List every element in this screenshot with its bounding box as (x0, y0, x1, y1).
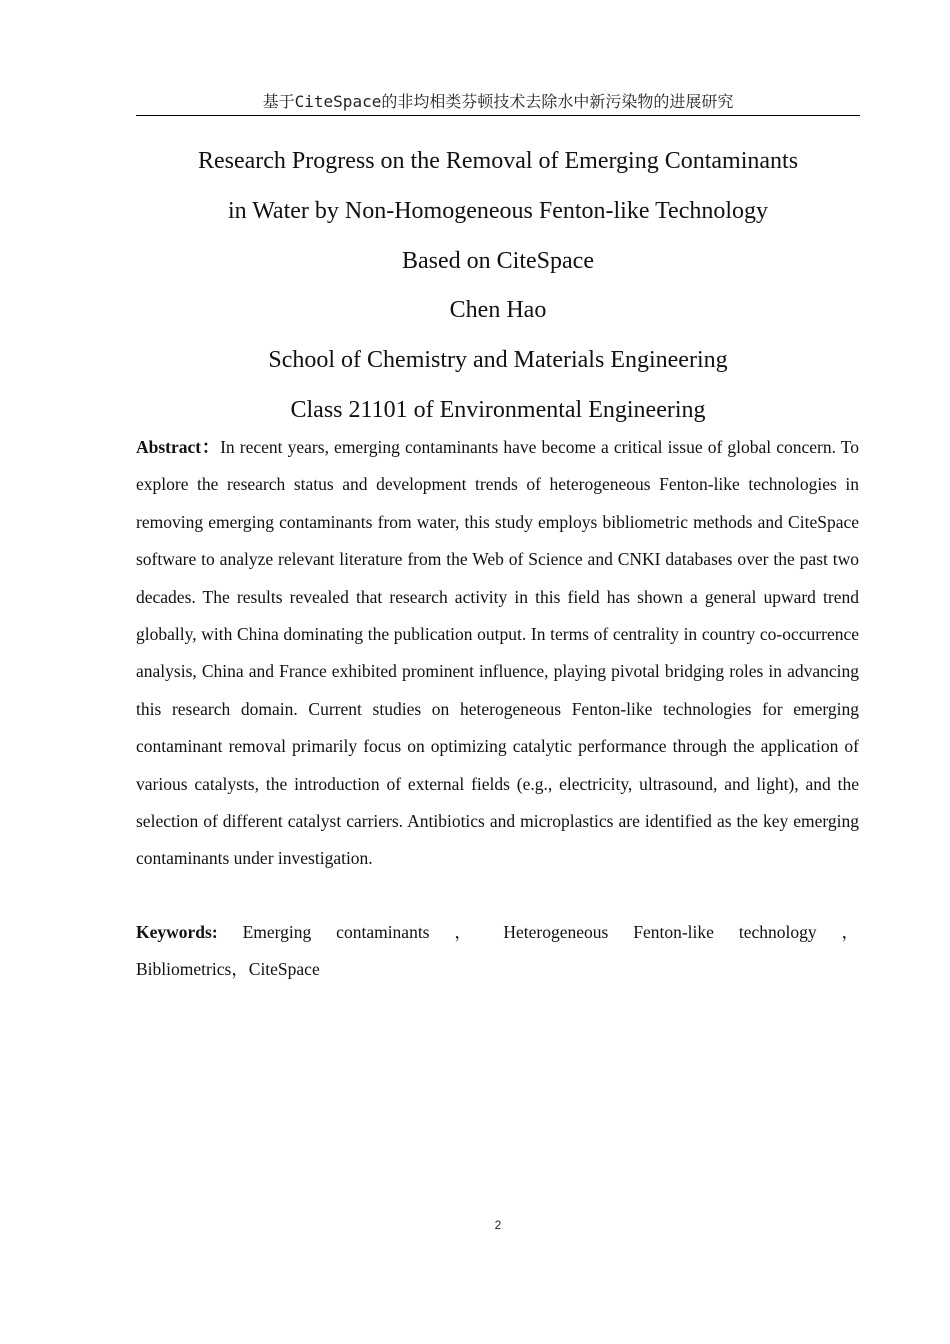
title-line-1: Research Progress on the Removal of Emerging Contaminants (197, 148, 799, 174)
title-line-2: in Water by Non-Homogeneous Fenton-like Technology (227, 197, 769, 224)
keywords-label: Keywords: (136, 922, 218, 942)
title-line-3: Based on CiteSpace (402, 247, 594, 274)
abstract-paragraph (136, 429, 859, 878)
abstract-label: Abstract (136, 437, 202, 457)
title-block (136, 137, 860, 436)
keywords-paragraph (136, 914, 859, 989)
running-header: 基于CiteSpace的非均相类芬顿技术去除水中新污染物的进展研究 (136, 90, 860, 116)
author-name: Chen Hao (449, 297, 547, 324)
author-class: Class 21101 of Environmental Engineering (290, 396, 706, 423)
keywords-text: Emerging contaminants ， Heterogeneous Fenton-like technology ， Bibliometrics，CiteSpace (136, 922, 860, 980)
author-school: School of Chemistry and Materials Engineering (268, 347, 728, 374)
abstract-text: In recent years, emerging contaminants have become a critical issue of global concern. To explore the research status and development trends of heterogeneous Fenton-like technologies in removing emerging contaminants from water, this study employs bibliometric methods and CiteSpace software to analyze relevant literature from the Web of Science and CNKI databases over the past two decades. The results revealed that research activity in this field has shown a general upward trend globally, with China dominating the publication output. In terms of centrality in country co-occurrence analysis, China and France exhibited prominent influence, playing pivotal bridging roles in advancing this research domain. Current studies on heterogeneous Fenton-like technologies for emerging contaminant removal primarily focus on optimizing catalytic performance through the application of various catalysts, the introduction of external fields (e.g., electricity, ultrasound, and light), and the selection of different catalyst carriers. Antibiotics and microplastics are identified as the key emerging contaminants under investigation. (136, 437, 860, 869)
page-number: 2 (494, 1218, 502, 1232)
abstract-label-separator: ： (201, 437, 221, 457)
